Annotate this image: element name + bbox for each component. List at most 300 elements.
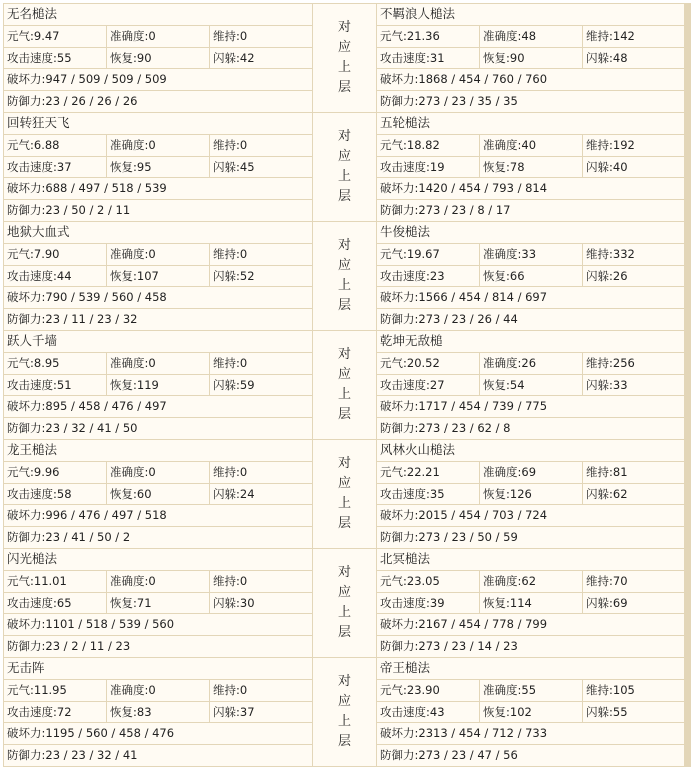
stat-attack-speed-value: 35 [429, 486, 445, 501]
stat-attack-speed [377, 48, 479, 69]
stat-attack-speed [377, 593, 479, 614]
stat-defense [4, 745, 312, 766]
stat-accuracy [480, 353, 582, 374]
stat-yuanqi-label: 元气: [380, 355, 407, 370]
stat-maintain-value: 0 [239, 464, 248, 479]
skill-name: 回转狂天飞 [4, 113, 312, 134]
stat-yuanqi [4, 135, 106, 156]
stat-maintain-label: 维持: [213, 355, 240, 370]
stat-yuanqi-value: 11.95 [33, 682, 67, 697]
stat-accuracy-value: 55 [521, 682, 537, 697]
stat-attack-speed-value: 65 [56, 595, 72, 610]
stat-accuracy-label: 准确度: [110, 246, 149, 261]
skill-name: 跃人千墙 [4, 331, 312, 352]
stat-maintain-label: 维持: [586, 464, 613, 479]
stat-destroy-label: 破坏力: [380, 617, 419, 632]
stat-accuracy [480, 26, 582, 47]
stat-attack-speed-value: 44 [56, 268, 72, 283]
stat-destroy-label: 破坏力: [7, 508, 46, 523]
stat-yuanqi-value: 18.82 [406, 137, 440, 152]
stat-dodge-label: 闪躲: [213, 595, 240, 610]
stat-defense-value: 273 / 23 / 8 / 17 [418, 203, 511, 218]
stat-destroy-value: 2167 / 454 / 778 / 799 [418, 617, 548, 632]
correspond-upper-char: 应 [337, 693, 351, 709]
stat-maintain-label: 维持: [586, 573, 613, 588]
stat-dodge [583, 702, 684, 723]
stat-accuracy-label: 准确度: [483, 355, 522, 370]
stat-maintain-label: 维持: [586, 246, 613, 261]
stat-yuanqi-value: 9.96 [33, 464, 60, 479]
stat-maintain [210, 680, 312, 701]
stat-destroy-label: 破坏力: [380, 72, 419, 87]
stat-dodge-value: 24 [239, 486, 255, 501]
skill-name: 无击阵 [4, 658, 312, 679]
stat-recovery [107, 375, 209, 396]
stat-attack-speed [4, 484, 106, 505]
stat-destroy-label: 破坏力: [380, 726, 419, 741]
stat-dodge-label: 闪躲: [213, 50, 240, 65]
stat-dodge-label: 闪躲: [213, 486, 240, 501]
stat-yuanqi-value: 22.21 [406, 464, 440, 479]
stat-maintain-value: 70 [612, 573, 628, 588]
stat-defense-label: 防御力: [380, 94, 419, 109]
stat-defense [377, 91, 684, 112]
stat-accuracy-label: 准确度: [110, 464, 149, 479]
stat-attack-speed-label: 攻击速度: [380, 595, 430, 610]
stat-maintain [210, 26, 312, 47]
stat-recovery-label: 恢复: [110, 377, 137, 392]
stat-destroy-value: 895 / 458 / 476 / 497 [45, 399, 167, 414]
stat-recovery-label: 恢复: [483, 159, 510, 174]
stat-destroy-label: 破坏力: [7, 726, 46, 741]
stat-dodge-value: 33 [612, 377, 628, 392]
stat-destroy-label: 破坏力: [7, 72, 46, 87]
stat-yuanqi-label: 元气: [380, 28, 407, 43]
stat-maintain-label: 维持: [586, 28, 613, 43]
stat-dodge-value: 26 [612, 268, 628, 283]
stat-accuracy [480, 571, 582, 592]
stat-defense [4, 527, 312, 548]
stat-recovery-value: 114 [509, 595, 532, 610]
stat-attack-speed-label: 攻击速度: [7, 704, 57, 719]
stat-destroy-value: 1868 / 454 / 760 / 760 [418, 72, 548, 87]
stat-recovery [480, 702, 582, 723]
stat-maintain-value: 81 [612, 464, 628, 479]
stat-recovery [480, 593, 582, 614]
stat-destroy [4, 396, 312, 417]
stat-maintain-value: 0 [239, 28, 248, 43]
stat-accuracy [107, 26, 209, 47]
stat-maintain-value: 0 [239, 137, 248, 152]
stat-accuracy-label: 准确度: [110, 355, 149, 370]
stat-destroy [377, 505, 684, 526]
skill-name: 闪光槌法 [4, 549, 312, 570]
stat-maintain-value: 0 [239, 573, 248, 588]
stat-maintain-label: 维持: [213, 28, 240, 43]
stat-defense-label: 防御力: [7, 203, 46, 218]
stat-dodge [210, 593, 312, 614]
stat-attack-speed [377, 484, 479, 505]
correspond-upper-char: 应 [337, 148, 351, 164]
stat-accuracy-value: 0 [148, 682, 156, 697]
stat-yuanqi-value: 8.95 [33, 355, 60, 370]
stat-accuracy [107, 680, 209, 701]
skill-name: 龙王槌法 [4, 440, 312, 461]
stat-destroy [377, 178, 684, 199]
stat-defense-value: 23 / 50 / 2 / 11 [45, 203, 131, 218]
stat-dodge-label: 闪躲: [586, 595, 613, 610]
skill-name: 无名槌法 [4, 4, 312, 25]
stat-dodge-value: 42 [239, 50, 255, 65]
stat-destroy [377, 614, 684, 635]
stat-dodge-label: 闪躲: [586, 486, 613, 501]
stat-defense-label: 防御力: [380, 203, 419, 218]
stat-dodge [583, 157, 684, 178]
stat-defense-value: 273 / 23 / 14 / 23 [418, 639, 518, 654]
stat-accuracy-label: 准确度: [483, 246, 522, 261]
stat-accuracy-value: 0 [148, 28, 156, 43]
stat-recovery [480, 375, 582, 396]
stat-maintain [210, 244, 312, 265]
stat-recovery-label: 恢复: [110, 595, 137, 610]
stat-yuanqi [377, 135, 479, 156]
correspond-upper-char: 层 [337, 733, 351, 749]
stat-maintain [583, 680, 684, 701]
stat-recovery-value: 90 [136, 50, 152, 65]
stat-recovery [107, 702, 209, 723]
stat-attack-speed-label: 攻击速度: [380, 486, 430, 501]
stat-defense [377, 745, 684, 766]
stat-recovery-value: 78 [509, 159, 525, 174]
correspond-upper-char: 上 [337, 495, 351, 511]
stat-yuanqi-label: 元气: [380, 137, 407, 152]
stat-destroy-value: 996 / 476 / 497 / 518 [45, 508, 167, 523]
stat-defense-value: 273 / 23 / 26 / 44 [418, 312, 518, 327]
stat-dodge [210, 266, 312, 287]
stat-accuracy [107, 135, 209, 156]
stat-dodge [583, 266, 684, 287]
stat-attack-speed [4, 266, 106, 287]
stat-destroy [4, 614, 312, 635]
stat-recovery-value: 66 [509, 268, 525, 283]
correspond-upper-char: 层 [337, 406, 351, 422]
correspond-upper-char: 应 [337, 366, 351, 382]
stat-accuracy-label: 准确度: [483, 464, 522, 479]
stat-dodge-label: 闪躲: [586, 704, 613, 719]
stat-dodge-value: 48 [612, 50, 628, 65]
stat-maintain-label: 维持: [213, 464, 240, 479]
stat-attack-speed [4, 157, 106, 178]
stat-defense-label: 防御力: [7, 639, 46, 654]
stat-accuracy-label: 准确度: [483, 137, 522, 152]
correspond-upper-char: 应 [337, 39, 351, 55]
stat-maintain-label: 维持: [586, 682, 613, 697]
stat-defense [377, 527, 684, 548]
stat-yuanqi-value: 11.01 [33, 573, 67, 588]
stat-yuanqi [4, 571, 106, 592]
stat-accuracy-value: 69 [521, 464, 537, 479]
stat-destroy-label: 破坏力: [380, 508, 419, 523]
stat-maintain-label: 维持: [213, 682, 240, 697]
stat-dodge-value: 52 [239, 268, 255, 283]
stat-recovery-value: 95 [136, 159, 152, 174]
stat-defense [4, 200, 312, 221]
correspond-upper-char: 上 [337, 713, 351, 729]
stat-dodge [583, 48, 684, 69]
stat-accuracy-label: 准确度: [110, 682, 149, 697]
stat-attack-speed [4, 593, 106, 614]
stat-defense [377, 200, 684, 221]
stat-accuracy-value: 0 [148, 355, 156, 370]
stat-dodge [210, 702, 312, 723]
stat-yuanqi [4, 26, 106, 47]
stat-defense [4, 309, 312, 330]
correspond-upper-label [313, 113, 376, 221]
stat-yuanqi [377, 26, 479, 47]
correspond-upper-char: 层 [337, 515, 351, 531]
stat-destroy-value: 1195 / 560 / 458 / 476 [45, 726, 175, 741]
correspond-upper-char: 对 [337, 346, 351, 362]
stat-recovery-value: 119 [136, 377, 159, 392]
stat-maintain-value: 332 [612, 246, 635, 261]
stat-maintain [583, 353, 684, 374]
stat-yuanqi [4, 462, 106, 483]
stat-dodge-value: 62 [612, 486, 628, 501]
stat-maintain-label: 维持: [213, 573, 240, 588]
stat-dodge-label: 闪躲: [586, 268, 613, 283]
stat-dodge [583, 593, 684, 614]
stat-attack-speed [4, 48, 106, 69]
stat-dodge-value: 69 [612, 595, 628, 610]
stat-maintain [583, 462, 684, 483]
stat-accuracy-value: 48 [521, 28, 537, 43]
stat-defense-value: 23 / 26 / 26 / 26 [45, 94, 138, 109]
stat-attack-speed [4, 375, 106, 396]
stat-recovery-label: 恢复: [483, 50, 510, 65]
correspond-upper-char: 层 [337, 297, 351, 313]
stat-defense-label: 防御力: [380, 312, 419, 327]
correspond-upper-char: 对 [337, 673, 351, 689]
stat-recovery-value: 54 [509, 377, 525, 392]
stat-yuanqi-label: 元气: [7, 137, 34, 152]
stat-maintain-label: 维持: [213, 137, 240, 152]
stat-accuracy [480, 462, 582, 483]
stat-destroy-value: 947 / 509 / 509 / 509 [45, 72, 167, 87]
stat-accuracy [107, 353, 209, 374]
stat-destroy [4, 505, 312, 526]
stat-defense-value: 23 / 32 / 41 / 50 [45, 421, 138, 436]
stat-defense-label: 防御力: [380, 639, 419, 654]
stat-destroy [4, 287, 312, 308]
stat-yuanqi-label: 元气: [380, 682, 407, 697]
correspond-upper-char: 对 [337, 564, 351, 580]
stat-dodge [210, 375, 312, 396]
correspond-upper-label [313, 4, 376, 112]
stat-recovery-value: 126 [509, 486, 532, 501]
stat-destroy-label: 破坏力: [380, 399, 419, 414]
skill-name: 五轮槌法 [377, 113, 684, 134]
stat-dodge-value: 30 [239, 595, 255, 610]
stat-yuanqi-value: 23.90 [406, 682, 440, 697]
correspond-upper-char: 应 [337, 584, 351, 600]
stat-recovery-label: 恢复: [483, 268, 510, 283]
stat-defense-label: 防御力: [7, 94, 46, 109]
stat-yuanqi-value: 20.52 [406, 355, 440, 370]
stat-yuanqi-label: 元气: [7, 464, 34, 479]
stat-defense [4, 636, 312, 657]
stat-yuanqi [377, 353, 479, 374]
stat-yuanqi-value: 23.05 [406, 573, 440, 588]
stat-recovery [107, 484, 209, 505]
stat-defense-label: 防御力: [7, 421, 46, 436]
stat-accuracy-value: 33 [521, 246, 537, 261]
stat-destroy-value: 1101 / 518 / 539 / 560 [45, 617, 175, 632]
stat-recovery-label: 恢复: [483, 377, 510, 392]
correspond-upper-label [313, 658, 376, 766]
correspond-upper-char: 对 [337, 237, 351, 253]
stat-dodge [583, 484, 684, 505]
stat-accuracy [107, 462, 209, 483]
stat-dodge-label: 闪躲: [213, 704, 240, 719]
stat-recovery [107, 266, 209, 287]
stat-defense-label: 防御力: [380, 748, 419, 763]
correspond-upper-label [313, 549, 376, 657]
stat-defense [377, 309, 684, 330]
stat-destroy-value: 688 / 497 / 518 / 539 [45, 181, 167, 196]
stat-yuanqi-value: 7.90 [33, 246, 60, 261]
stat-dodge [210, 48, 312, 69]
stat-attack-speed-value: 27 [429, 377, 445, 392]
stat-destroy-label: 破坏力: [380, 181, 419, 196]
stat-maintain [583, 26, 684, 47]
stat-attack-speed [377, 375, 479, 396]
stat-dodge-label: 闪躲: [213, 159, 240, 174]
stat-attack-speed-value: 58 [56, 486, 72, 501]
stat-destroy [377, 723, 684, 744]
stat-attack-speed [377, 702, 479, 723]
stat-attack-speed-label: 攻击速度: [380, 50, 430, 65]
stat-maintain-value: 105 [612, 682, 635, 697]
stat-maintain-label: 维持: [586, 137, 613, 152]
stat-maintain-value: 192 [612, 137, 635, 152]
stat-accuracy [480, 244, 582, 265]
stat-dodge [210, 484, 312, 505]
stat-recovery [107, 593, 209, 614]
stat-defense [377, 418, 684, 439]
stat-recovery-label: 恢复: [483, 486, 510, 501]
stat-destroy [4, 69, 312, 90]
skill-name: 地狱大血式 [4, 222, 312, 243]
stat-destroy-value: 2015 / 454 / 703 / 724 [418, 508, 548, 523]
stat-attack-speed-value: 39 [429, 595, 445, 610]
stat-recovery-label: 恢复: [483, 595, 510, 610]
stat-defense-label: 防御力: [7, 312, 46, 327]
stat-recovery-value: 90 [509, 50, 525, 65]
stat-attack-speed [377, 266, 479, 287]
stat-accuracy-value: 0 [148, 464, 156, 479]
correspond-upper-char: 层 [337, 79, 351, 95]
stat-accuracy-value: 26 [521, 355, 537, 370]
skill-name: 牛俊槌法 [377, 222, 684, 243]
skill-name: 帝王槌法 [377, 658, 684, 679]
stat-defense-value: 23 / 41 / 50 / 2 [45, 530, 131, 545]
correspond-upper-char: 上 [337, 168, 351, 184]
stat-destroy-value: 2313 / 454 / 712 / 733 [418, 726, 548, 741]
stat-accuracy-label: 准确度: [110, 28, 149, 43]
stat-recovery [480, 266, 582, 287]
stat-recovery-label: 恢复: [110, 159, 137, 174]
stat-maintain [210, 571, 312, 592]
correspond-upper-label [313, 440, 376, 548]
stat-attack-speed-label: 攻击速度: [380, 704, 430, 719]
stat-destroy-value: 1420 / 454 / 793 / 814 [418, 181, 548, 196]
stat-yuanqi-value: 9.47 [33, 28, 60, 43]
stat-attack-speed-label: 攻击速度: [7, 486, 57, 501]
stat-accuracy [107, 244, 209, 265]
stat-recovery-label: 恢复: [110, 268, 137, 283]
correspond-upper-label [313, 331, 376, 439]
stat-dodge-label: 闪躲: [586, 159, 613, 174]
stat-yuanqi [4, 680, 106, 701]
stat-defense-value: 273 / 23 / 50 / 59 [418, 530, 518, 545]
skill-name: 风林火山槌法 [377, 440, 684, 461]
stat-attack-speed-label: 攻击速度: [7, 595, 57, 610]
stat-attack-speed-value: 51 [56, 377, 72, 392]
correspond-upper-char: 上 [337, 386, 351, 402]
stat-destroy-label: 破坏力: [7, 290, 46, 305]
correspond-upper-label [313, 222, 376, 330]
stat-recovery-value: 83 [136, 704, 152, 719]
stat-dodge-label: 闪躲: [213, 268, 240, 283]
stat-yuanqi-value: 6.88 [33, 137, 60, 152]
stat-destroy-label: 破坏力: [7, 399, 46, 414]
stat-dodge-label: 闪躲: [586, 50, 613, 65]
stat-yuanqi [377, 571, 479, 592]
stat-recovery-value: 107 [136, 268, 159, 283]
stat-dodge [583, 375, 684, 396]
stat-accuracy [480, 135, 582, 156]
stat-yuanqi-label: 元气: [7, 682, 34, 697]
stat-recovery-value: 71 [136, 595, 152, 610]
stat-dodge-value: 37 [239, 704, 255, 719]
stat-recovery-value: 102 [509, 704, 532, 719]
stat-maintain-label: 维持: [213, 246, 240, 261]
stat-attack-speed-label: 攻击速度: [7, 377, 57, 392]
skill-name: 北冥槌法 [377, 549, 684, 570]
stat-yuanqi-label: 元气: [7, 28, 34, 43]
stat-accuracy-label: 准确度: [483, 28, 522, 43]
stat-recovery-label: 恢复: [110, 486, 137, 501]
stat-recovery-value: 60 [136, 486, 152, 501]
stat-maintain-value: 0 [239, 355, 248, 370]
stat-destroy-label: 破坏力: [380, 290, 419, 305]
stat-yuanqi [377, 680, 479, 701]
correspond-upper-char: 上 [337, 277, 351, 293]
stat-defense [4, 418, 312, 439]
stat-defense-value: 23 / 2 / 11 / 23 [45, 639, 131, 654]
stat-destroy [4, 723, 312, 744]
stat-recovery-label: 恢复: [110, 704, 137, 719]
stat-accuracy-value: 0 [148, 246, 156, 261]
stat-yuanqi-label: 元气: [380, 464, 407, 479]
stat-destroy-value: 1566 / 454 / 814 / 697 [418, 290, 548, 305]
stat-defense-label: 防御力: [380, 530, 419, 545]
stat-dodge-label: 闪躲: [213, 377, 240, 392]
stat-maintain [210, 135, 312, 156]
correspond-upper-char: 上 [337, 59, 351, 75]
stat-defense-value: 23 / 11 / 23 / 32 [45, 312, 138, 327]
stat-destroy [377, 69, 684, 90]
